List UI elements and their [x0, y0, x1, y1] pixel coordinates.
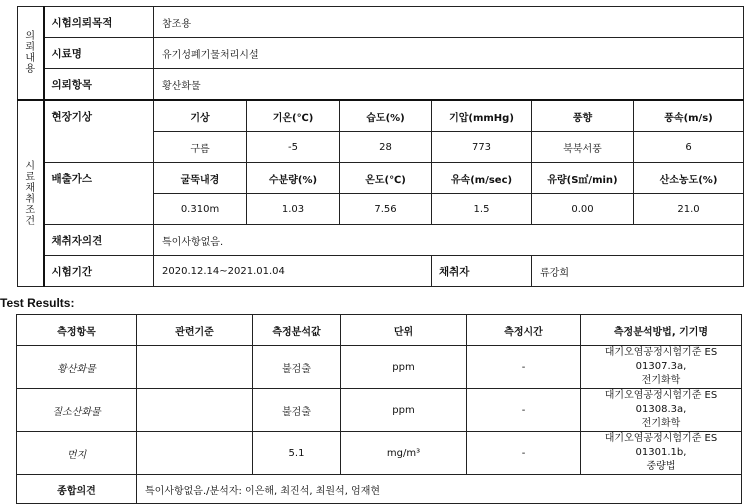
results-header: 단위: [341, 315, 467, 346]
request-sampling-table: [17, 6, 744, 287]
result-time: -: [467, 389, 581, 432]
exhaust-value: 0.00: [532, 194, 634, 225]
table-row: [17, 432, 742, 475]
weather-header: 기상: [154, 100, 247, 132]
weather-value: 구름: [154, 132, 247, 163]
summary-value: 특이사항없음./분석자: 이은해, 최진석, 최원석, 엄재현: [137, 475, 742, 504]
weather-header: 기압(mmHg): [432, 100, 532, 132]
weather-value: 773: [432, 132, 532, 163]
result-unit: ppm: [341, 389, 467, 432]
result-unit: mg/m³: [341, 432, 467, 475]
exhaust-header: 온도(℃): [340, 163, 432, 194]
weather-header: 풍향: [532, 100, 634, 132]
exhaust-value: 1.03: [247, 194, 340, 225]
purpose-value: 참조용: [154, 7, 744, 38]
exhaust-label: 배출가스: [44, 163, 154, 225]
weather-header: 풍속(m/s): [634, 100, 744, 132]
result-time: -: [467, 432, 581, 475]
weather-value: -5: [247, 132, 340, 163]
sample-label: 시료명: [44, 38, 154, 69]
summary-label: 종합의견: [17, 475, 137, 504]
results-header: 측정분석방법, 기기명: [581, 315, 742, 346]
purpose-label: 시험의뢰목적: [44, 7, 154, 38]
item-label: 의뢰항목: [44, 69, 154, 101]
weather-value: 28: [340, 132, 432, 163]
exhaust-header: 굴뚝내경: [154, 163, 247, 194]
exhaust-header: 유속(m/sec): [432, 163, 532, 194]
result-standard: [137, 389, 253, 432]
weather-value: 북북서풍: [532, 132, 634, 163]
exhaust-header: 유량(S㎥/min): [532, 163, 634, 194]
sampling-section-label: 시 료 채 취 조 건: [18, 100, 44, 287]
exhaust-value: 0.310m: [154, 194, 247, 225]
opinion-label: 채취자의견: [44, 225, 154, 256]
result-method: 대기오염공정시험기준 ES 01301.1b, 중량법: [581, 432, 742, 475]
results-header: 관련기준: [137, 315, 253, 346]
results-header: 측정시간: [467, 315, 581, 346]
weather-header: 습도(%): [340, 100, 432, 132]
result-method: 대기오염공정시험기준 ES 01307.3a, 전기화학: [581, 346, 742, 389]
result-item: 질소산화물: [17, 389, 137, 432]
result-method: 대기오염공정시험기준 ES 01308.3a, 전기화학: [581, 389, 742, 432]
exhaust-value: 7.56: [340, 194, 432, 225]
results-header: 측정항목: [17, 315, 137, 346]
results-heading: Test Results:: [0, 296, 75, 310]
table-row: [17, 346, 742, 389]
period-value: 2020.12.14~2021.01.04: [154, 256, 432, 287]
sampler-label: 채취자: [432, 256, 532, 287]
weather-header: 기온(℃): [247, 100, 340, 132]
result-value: 5.1: [253, 432, 341, 475]
result-standard: [137, 346, 253, 389]
result-value: 불검출: [253, 389, 341, 432]
table-row: [17, 389, 742, 432]
result-time: -: [467, 346, 581, 389]
sampler-value: 류강희: [532, 256, 744, 287]
exhaust-value: 21.0: [634, 194, 744, 225]
result-item: 황산화물: [17, 346, 137, 389]
exhaust-header: 수분량(%): [247, 163, 340, 194]
exhaust-value: 1.5: [432, 194, 532, 225]
opinion-value: 특이사항없음.: [154, 225, 744, 256]
results-header: 측정분석값: [253, 315, 341, 346]
results-table: [16, 314, 742, 504]
period-label: 시험기간: [44, 256, 154, 287]
sample-value: 유기성폐기물처리시설: [154, 38, 744, 69]
exhaust-header: 산소농도(%): [634, 163, 744, 194]
result-unit: ppm: [341, 346, 467, 389]
weather-label: 현장기상: [44, 100, 154, 163]
weather-value: 6: [634, 132, 744, 163]
result-standard: [137, 432, 253, 475]
result-value: 불검출: [253, 346, 341, 389]
result-item: 먼지: [17, 432, 137, 475]
request-section-label: 의 뢰 내 용: [18, 7, 44, 101]
item-value: 황산화물: [154, 69, 744, 101]
